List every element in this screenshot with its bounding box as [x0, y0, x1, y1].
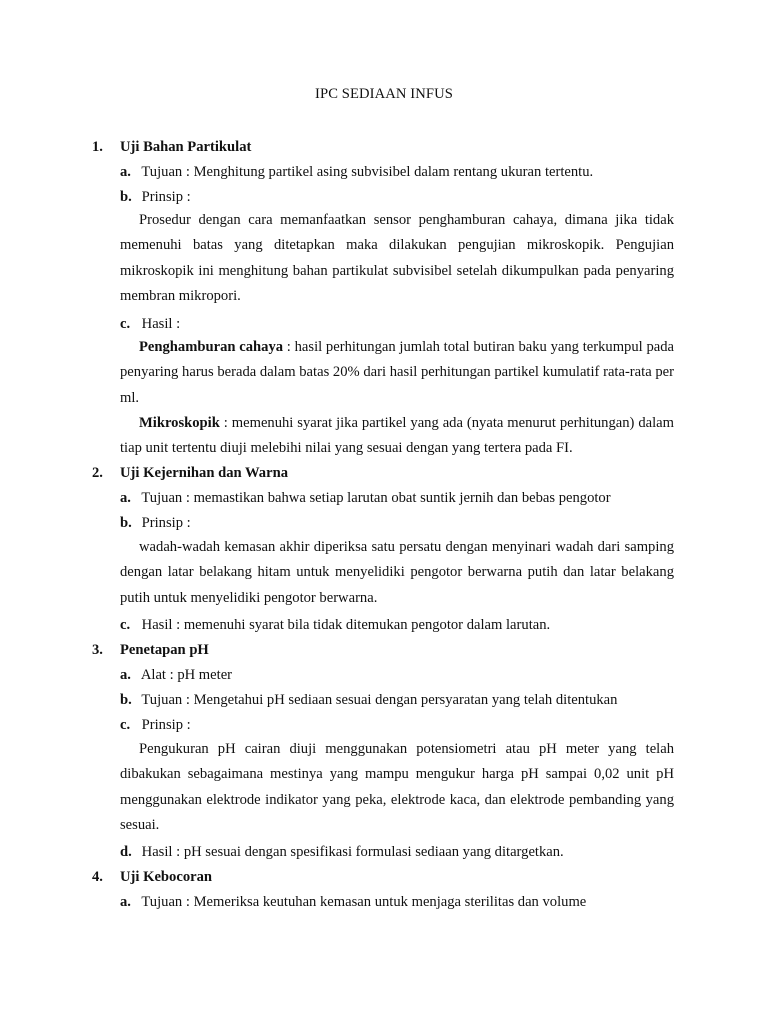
item-label: c. [120, 617, 131, 633]
list-item [120, 842, 564, 862]
item-label: d. [120, 844, 132, 860]
section-heading: Uji Kejernihan dan Warna [120, 465, 288, 481]
term-text: : memenuhi syarat jika partikel yang ada (nyata menurut perhitungan) dalam tiap unit tertentu diuji melebihi nilai yang sesuai dengan yang tertera pada FI. [120, 415, 674, 457]
item-label: a. [120, 894, 131, 910]
section-number: 3. [92, 642, 103, 658]
list-item [120, 314, 180, 334]
term-bold: Penghamburan cahaya [139, 339, 284, 355]
paragraph [120, 411, 674, 462]
list-item [120, 715, 191, 735]
paragraph: Pengukuran pH cairan diuji menggunakan potensiometri atau pH meter yang telah dibakukan sebagaimana mestinya yang mampu mengukur harga pH sampai 0,02 unit pH menggunakan elektrode indikator yang peka, elektrode kaca, dan elektrode pembanding yang sesuai. [120, 741, 674, 834]
section-number: 4. [92, 869, 103, 885]
paragraph: Prosedur dengan cara memanfaatkan sensor penghamburan cahaya, dimana jika tidak memenuhi batas yang ditetapkan maka dilakukan pengujian mikroskopik. Pengujian mikroskopik ini menghitung bahan partikulat subvisibel setelah dikumpulkan pada penyaring membran mikropori. [120, 212, 674, 305]
section-number: 2. [92, 465, 103, 481]
item-text: Tujuan : Mengetahui pH sediaan sesuai dengan persyaratan yang telah ditentukan [141, 692, 618, 708]
paragraph [120, 335, 674, 411]
list-item [120, 488, 611, 508]
item-label: b. [120, 189, 132, 205]
list-item [120, 665, 232, 685]
list-item [120, 615, 550, 635]
item-label: c. [120, 316, 131, 332]
section-heading: Uji Kebocoran [120, 869, 213, 885]
document-title: IPC SEDIAAN INFUS [315, 86, 453, 102]
item-text: Tujuan : Memeriksa keutuhan kemasan untuk menjaga sterilitas dan volume [141, 894, 587, 910]
item-label: a. [120, 667, 131, 683]
item-label: a. [120, 490, 131, 506]
paragraph: wadah-wadah kemasan akhir diperiksa satu persatu dengan menyinari wadah dari samping dengan latar belakang hitam untuk menyelidiki pengotor berwarna putih dan latar belakang putih untuk menyelidiki pengotor berwarna. [120, 539, 674, 606]
list-item [120, 892, 586, 912]
section-heading: Uji Bahan Partikulat [120, 139, 252, 155]
item-text: Prinsip : [141, 717, 191, 733]
section-heading: Penetapan pH [120, 642, 209, 658]
item-text: Hasil : [141, 316, 181, 332]
section-number: 1. [92, 139, 103, 155]
item-text: Tujuan : memastikan bahwa setiap larutan obat suntik jernih dan bebas pengotor [141, 490, 611, 506]
item-text: Alat : pH meter [140, 667, 233, 683]
item-label: b. [120, 692, 132, 708]
item-label: b. [120, 515, 132, 531]
list-item [120, 162, 593, 182]
term-text: : hasil perhitungan jumlah total butiran baku yang terkumpul pada penyaring harus berada dalam batas 20% dari hasil perhitungan partikel kumulatif rata-rata per ml. [120, 339, 674, 406]
term-bold: Mikroskopik [139, 415, 220, 431]
item-text: Prinsip : [141, 189, 191, 205]
item-text: Prinsip : [141, 515, 191, 531]
item-label: c. [120, 717, 131, 733]
item-text: Hasil : pH sesuai dengan spesifikasi formulasi sediaan yang ditargetkan. [141, 844, 564, 860]
list-item [120, 690, 617, 710]
item-label: a. [120, 164, 131, 180]
item-text: Hasil : memenuhi syarat bila tidak ditemukan pengotor dalam larutan. [141, 617, 551, 633]
list-item [120, 513, 191, 533]
item-text: Tujuan : Menghitung partikel asing subvisibel dalam rentang ukuran tertentu. [141, 164, 594, 180]
list-item [120, 187, 191, 207]
